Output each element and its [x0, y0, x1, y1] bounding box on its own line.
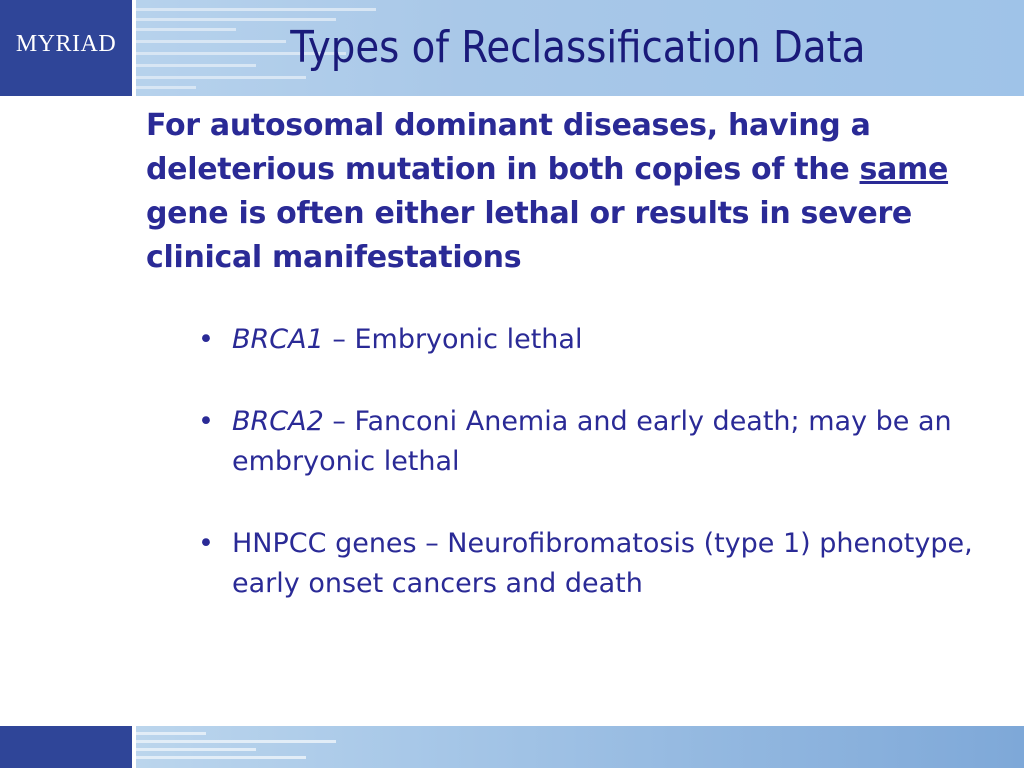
- header-stripe: [136, 8, 376, 11]
- slide-title: [148, 20, 1008, 76]
- lead-emphasis: same: [859, 152, 949, 187]
- bullet-item: [198, 524, 988, 604]
- gene-name: BRCA2: [232, 406, 324, 437]
- slide-title-text: Types of Reclassification Data: [290, 22, 866, 73]
- bullet-item: [198, 402, 988, 482]
- footer-stripe: [136, 740, 336, 743]
- company-logo: MYRIAD: [15, 31, 117, 57]
- bullet-text: – Embryonic lethal: [323, 324, 583, 355]
- gene-name: BRCA1: [232, 324, 324, 355]
- footer-stripe: [136, 732, 206, 735]
- footer-divider: [132, 726, 136, 768]
- footer-stripe: [136, 748, 256, 751]
- header-stripe: [136, 76, 306, 79]
- bullet-text: HNPCC genes – Neurofibromatosis (type 1) phenotype, early onset cancers and death: [232, 528, 973, 599]
- footer-logo-block: [0, 726, 132, 768]
- bullet-marker: •: [198, 528, 214, 559]
- bullet-item: [198, 320, 988, 360]
- bullet-text: – Fanconi Anemia and early death; may be an embryonic lethal: [232, 406, 952, 477]
- lead-text-part1: For autosomal dominant diseases, having a deleterious mutation in both copies of the: [146, 108, 871, 187]
- bullet-marker: •: [198, 324, 214, 355]
- lead-paragraph: [146, 104, 996, 280]
- logo-divider: [132, 0, 136, 96]
- header-stripe: [136, 86, 196, 89]
- bullet-marker: •: [198, 406, 214, 437]
- bullet-list: [198, 320, 988, 646]
- footer-stripe: [136, 756, 306, 759]
- lead-text-part2: gene is often either lethal or results in severe clinical manifestations: [146, 196, 912, 275]
